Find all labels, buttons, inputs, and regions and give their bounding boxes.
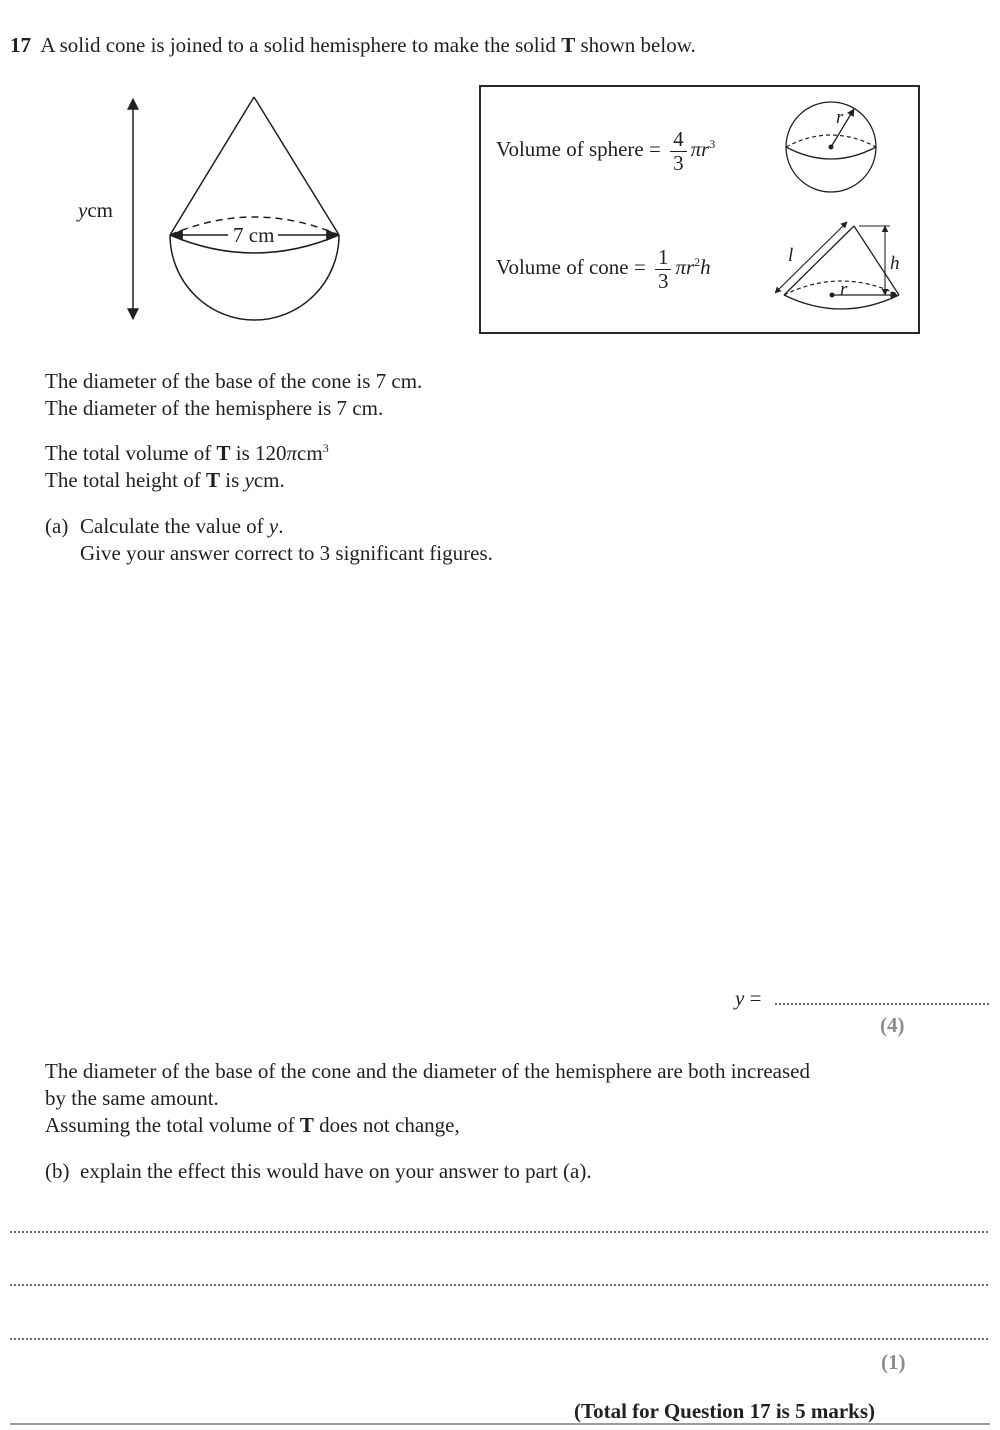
- part-b-intro-line2: by the same amount.: [45, 1086, 219, 1110]
- sphere-fraction: [670, 128, 687, 175]
- height-label-var: y: [78, 198, 88, 222]
- part-a-sig-figs: Give your answer correct to 3 significant figures.: [80, 541, 493, 565]
- intro-text-post: shown below.: [575, 33, 696, 57]
- cone-height-label: h: [890, 253, 900, 274]
- answer-b-line-3[interactable]: [10, 1338, 988, 1340]
- fact-volume-exp: 3: [322, 441, 329, 455]
- part-b-intro-post: does not change,: [313, 1113, 460, 1137]
- fact-total-volume: [45, 440, 329, 467]
- fact-height-pre: The total height of: [45, 468, 206, 492]
- fact-volume-pre: The total volume of: [45, 441, 217, 465]
- fact-height-var: y: [244, 468, 254, 492]
- fact-volume-unit: cm: [297, 441, 323, 465]
- part-b-intro-line1: The diameter of the base of the cone and the diameter of the hemisphere are both increased: [45, 1059, 810, 1083]
- cone-radius-label: r: [840, 279, 848, 300]
- part-a-var: y: [268, 514, 279, 538]
- fact-volume-solid: T: [216, 441, 231, 465]
- answer-a-eq: =: [749, 986, 762, 1010]
- sphere-radius-label: r: [836, 107, 844, 128]
- height-label-unit: cm: [87, 198, 113, 222]
- fact-hemisphere-diameter: The diameter of the hemisphere is 7 cm.: [45, 396, 384, 420]
- cone-fraction: [655, 246, 672, 293]
- intro-solid-name: T: [561, 33, 576, 57]
- part-a-text-post: .: [278, 514, 284, 538]
- answer-a-var: y: [735, 986, 745, 1010]
- answer-b-line-1[interactable]: [10, 1231, 988, 1233]
- answer-a-input[interactable]: [775, 1003, 989, 1005]
- cone-formula-exp: 2: [694, 255, 701, 269]
- diameter-label: 7 cm: [233, 223, 275, 247]
- answer-b-line-2[interactable]: [10, 1284, 988, 1286]
- part-a-marks: (4): [880, 1013, 905, 1037]
- cone-formula-label: Volume of cone =: [496, 255, 646, 279]
- cone-formula-rest-a: πr: [675, 255, 695, 279]
- part-a-label: (a): [45, 514, 69, 538]
- sphere-fraction-num: 4: [670, 128, 687, 152]
- sphere-formula-exp: 3: [709, 137, 716, 151]
- question-total: (Total for Question 17 is 5 marks): [574, 1399, 876, 1423]
- sphere-fraction-den: 3: [673, 150, 684, 175]
- part-b-question: explain the effect this would have on your answer to part (a).: [80, 1159, 592, 1183]
- sphere-formula-label: Volume of sphere =: [496, 137, 661, 161]
- fact-height-solid: T: [205, 468, 220, 492]
- fact-cone-diameter: The diameter of the base of the cone is 7 cm.: [45, 369, 423, 393]
- cone-fraction-den: 3: [657, 268, 669, 293]
- cone-slant-label: l: [788, 245, 794, 266]
- bottom-rule: [10, 1423, 990, 1425]
- part-b-intro-line3: [45, 1112, 460, 1139]
- fact-height-post: cm.: [253, 468, 285, 492]
- fact-volume-pi: π: [286, 441, 298, 465]
- fact-volume-mid: is 120: [230, 441, 287, 465]
- question-intro: [10, 32, 696, 59]
- fact-height-mid: is: [219, 468, 245, 492]
- part-b-intro-solid: T: [299, 1113, 314, 1137]
- fact-total-height: [45, 467, 285, 494]
- sphere-formula: [496, 126, 715, 175]
- part-b-label: (b): [45, 1159, 70, 1183]
- sphere-formula-rest: πr: [690, 137, 710, 161]
- height-label: [78, 197, 113, 224]
- part-b-intro-pre: Assuming the total volume of: [45, 1113, 300, 1137]
- cone-fraction-num: 1: [655, 246, 672, 270]
- cone-formula-rest-b: h: [700, 255, 711, 279]
- part-a-instruction: [80, 513, 284, 540]
- cone-diagram: [775, 222, 899, 309]
- intro-text-pre: A solid cone is joined to a solid hemisphere to make the solid: [40, 33, 562, 57]
- cone-formula: [496, 244, 711, 293]
- sphere-diagram: [786, 102, 876, 192]
- question-number: 17: [10, 33, 31, 57]
- answer-a-label: [735, 985, 761, 1012]
- part-b-marks: (1): [881, 1350, 906, 1374]
- part-a-text-pre: Calculate the value of: [80, 514, 269, 538]
- cone-outline: [170, 97, 339, 235]
